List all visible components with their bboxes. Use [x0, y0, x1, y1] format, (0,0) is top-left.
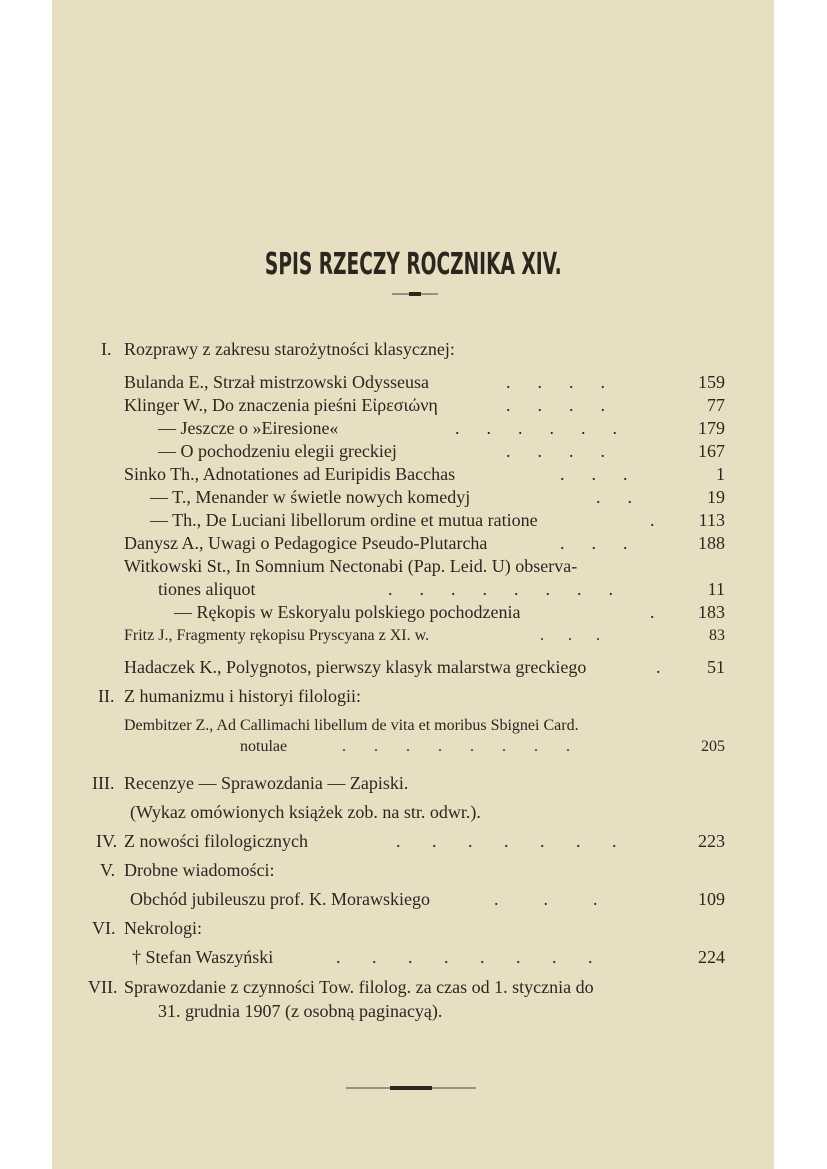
leader-dots: . . . . . . — [455, 418, 617, 438]
section-numeral: III. — [92, 773, 115, 793]
entry-title: Dembitzer Z., Ad Callimachi libellum de vita et moribus Sbignei Card. — [124, 717, 579, 734]
entry-title: Witkowski St., In Somnium Nectonabi (Pap. Leid. U) observa- — [124, 556, 578, 576]
entry-page: 77 — [707, 395, 725, 415]
toc-entry — [0, 657, 827, 681]
toc-entry — [0, 372, 827, 396]
leader-dots: . . . . — [506, 395, 605, 415]
leader-dots: . . . . . . . . — [342, 738, 570, 755]
entry-title: — O pochodzeniu elegii greckiej — [158, 441, 397, 461]
toc-section — [0, 773, 827, 797]
section-numeral: IV. — [96, 831, 118, 851]
section-heading: Z nowości filologicznych — [124, 831, 308, 851]
entry-title: — T., Menander w świetle nowych komedyj — [150, 487, 471, 507]
leader-dots: . . — [596, 487, 632, 507]
entry-page: 19 — [707, 487, 725, 507]
entry-title: (Wykaz omówionych książek zob. na str. odwr.). — [130, 802, 481, 822]
entry-page: 113 — [698, 510, 725, 530]
entry-title: — Jeszcze o »Eiresione« — [158, 418, 339, 438]
toc-entry — [0, 627, 827, 651]
toc-entry — [0, 602, 827, 626]
toc-section — [0, 686, 827, 710]
entry-page: 224 — [698, 947, 725, 967]
title-ornament — [392, 290, 438, 298]
toc-entry — [0, 510, 827, 534]
entry-page: 223 — [698, 831, 725, 851]
toc-entry — [0, 1001, 827, 1025]
toc-section — [0, 977, 827, 1001]
toc-entry — [0, 556, 827, 580]
entry-page: 183 — [698, 602, 725, 622]
entry-page: 188 — [698, 533, 725, 553]
leader-dots: . . . — [560, 464, 628, 484]
leader-dots: . . . . . . . . — [388, 579, 613, 599]
toc-entry — [0, 738, 827, 762]
section-heading: Drobne wiadomości: — [124, 860, 275, 880]
toc-section — [0, 339, 827, 363]
leader-dots: . . . — [540, 627, 600, 644]
entry-title: tiones aliquot — [158, 579, 256, 599]
entry-title: Sinko Th., Adnotationes ad Euripidis Bacchas — [124, 464, 456, 484]
entry-title: Bulanda E., Strzał mistrzowski Odysseusa — [124, 372, 429, 392]
toc-entry — [0, 533, 827, 557]
entry-title: Hadaczek K., Polygnotos, pierwszy klasyk malarstwa greckiego — [124, 657, 587, 677]
toc-section — [0, 860, 827, 884]
entry-page: 167 — [698, 441, 725, 461]
section-heading: Sprawozdanie z czynności Tow. filolog. za czas od 1. stycznia do — [124, 977, 594, 997]
section-heading: Rozprawy z zakresu starożytności klasycznej: — [124, 339, 455, 359]
entry-title: Obchód jubileuszu prof. K. Morawskiego — [130, 889, 430, 909]
entry-page: 159 — [698, 372, 725, 392]
toc-entry — [0, 889, 827, 913]
leader-dots: . . . — [494, 889, 598, 909]
entry-page: 1 — [716, 464, 725, 484]
page-title: SPIS RZECZY ROCZNIKA XIV. — [264, 247, 562, 282]
toc-entry — [0, 418, 827, 442]
section-numeral: V. — [100, 860, 116, 880]
entry-title: — Rękopis w Eskoryalu polskiego pochodzenia — [174, 602, 521, 622]
section-numeral: I. — [101, 339, 112, 359]
entry-page: 51 — [707, 657, 725, 677]
entry-title: Fritz J., Fragmenty rękopisu Pryscyana z XI. w. — [124, 627, 430, 644]
entry-title: — Th., De Luciani libellorum ordine et mutua ratione — [150, 510, 538, 530]
section-heading: Nekrologi: — [124, 918, 202, 938]
section-heading: Z humanizmu i historyi filologii: — [124, 686, 361, 706]
toc-entry — [0, 579, 827, 603]
leader-dots: . — [656, 657, 661, 677]
leader-dots: . . . . — [506, 372, 605, 392]
toc-section — [0, 831, 827, 855]
entry-title: Danysz A., Uwagi o Pedagogice Pseudo-Plutarcha — [124, 533, 488, 553]
leader-dots: . . . . . . . . — [336, 947, 593, 967]
entry-page: 179 — [698, 418, 725, 438]
leader-dots: . . . . . . . — [396, 831, 617, 851]
toc-entry — [0, 947, 827, 971]
toc-entry — [0, 395, 827, 419]
toc-entry — [0, 802, 827, 826]
section-heading: Recenzye — Sprawozdania — Zapiski. — [124, 773, 409, 793]
leader-dots: . . . — [560, 533, 628, 553]
entry-title: Klinger W., Do znaczenia pieśni Εἰρεσιώνη — [124, 395, 438, 415]
section-numeral: VII. — [88, 977, 118, 997]
entry-page: 109 — [698, 889, 725, 909]
entry-page: 83 — [709, 627, 725, 644]
footer-ornament — [346, 1084, 476, 1092]
entry-title: † Stefan Waszyński — [132, 947, 274, 967]
leader-dots: . . . . — [506, 441, 605, 461]
entry-page: 11 — [707, 579, 725, 599]
entry-title: notulae — [240, 738, 288, 755]
toc-entry — [0, 441, 827, 465]
entry-page: 205 — [701, 738, 725, 755]
leader-dots: . — [650, 602, 655, 622]
toc-entry — [0, 464, 827, 488]
entry-title: 31. grudnia 1907 (z osobną paginacyą). — [158, 1001, 443, 1021]
section-numeral: VI. — [92, 918, 116, 938]
toc-section — [0, 918, 827, 942]
toc-entry — [0, 487, 827, 511]
leader-dots: . — [650, 510, 655, 530]
section-numeral: II. — [98, 686, 115, 706]
